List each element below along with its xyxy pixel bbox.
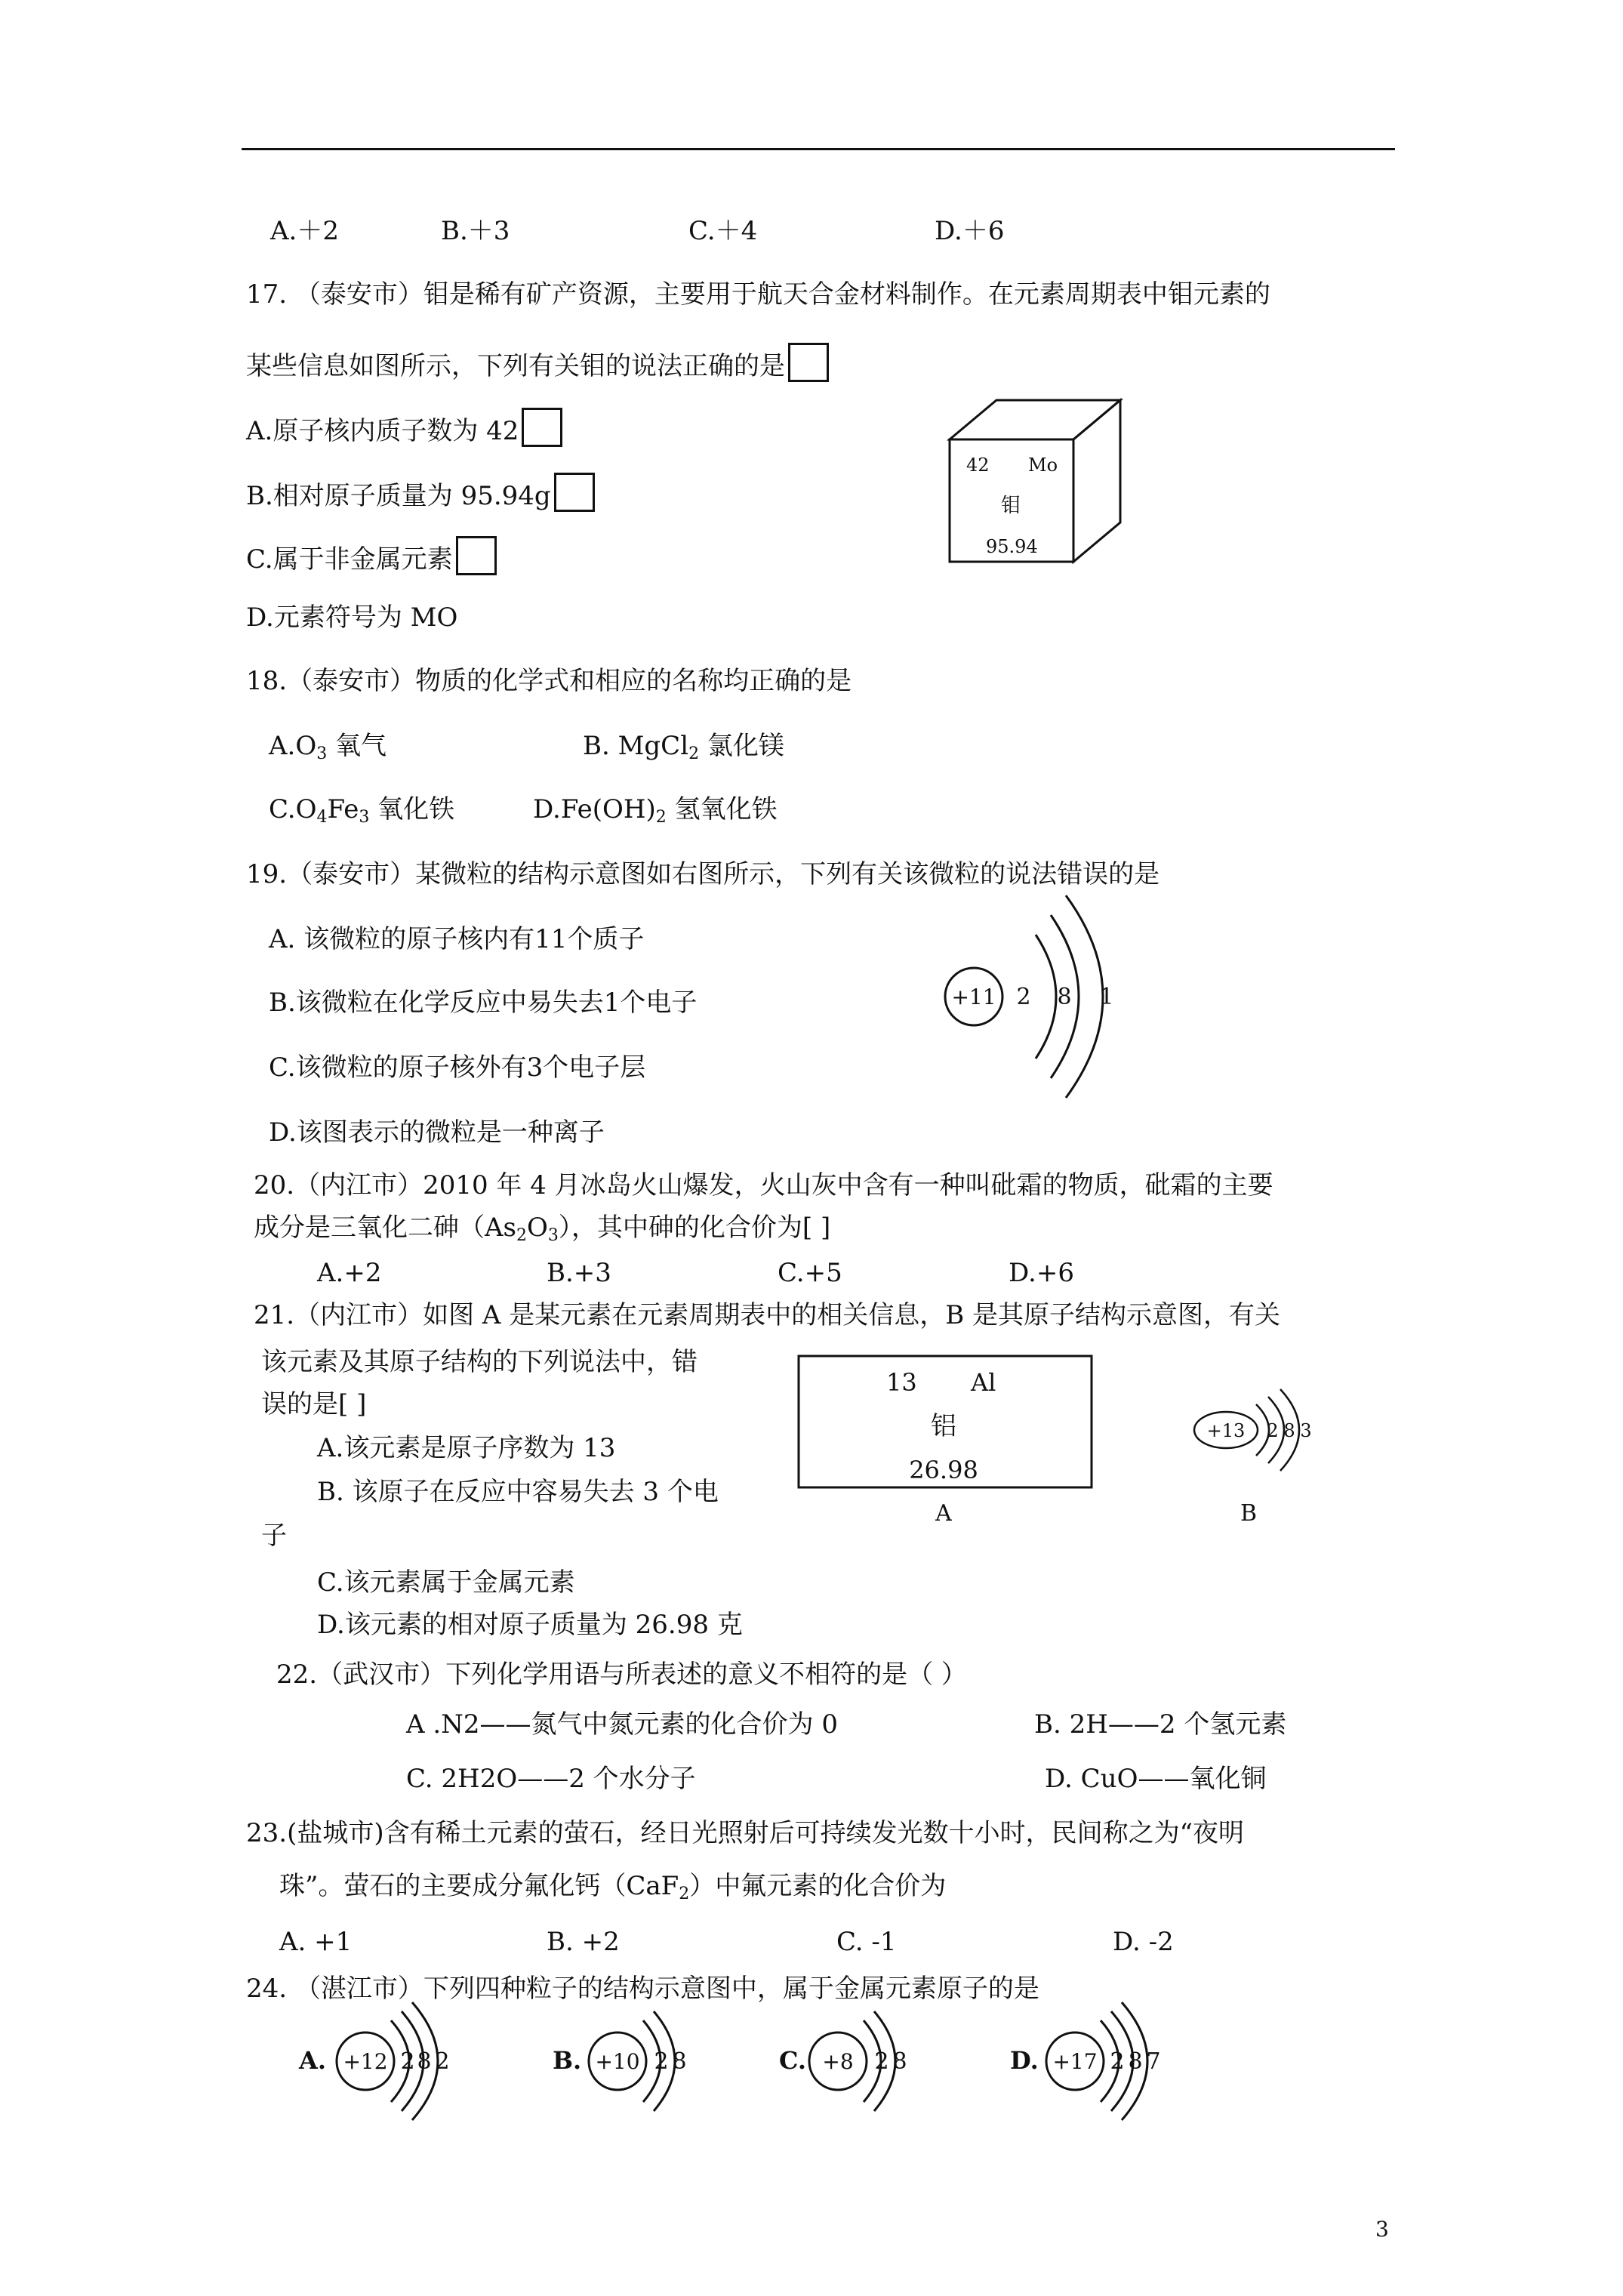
aluminum-tile-figure: [799, 1356, 1092, 1527]
q17-option-c: C.属于非金属元素: [246, 536, 497, 576]
tile-atomic-number: 13: [886, 1368, 917, 1397]
tile-element-symbol: Al: [971, 1368, 996, 1397]
q23-stem-line1: 23.(盐城市)含有稀土元素的萤石，经日光照射后可持续发光数十小时，民间称之为“夜明: [246, 1818, 1244, 1848]
option-label: C.: [779, 2046, 807, 2075]
q17-stem-line1: 17. （泰安市）钼是稀有矿产资源，主要用于航天合金材料制作。在元素周期表中钼元素的: [246, 279, 1270, 310]
shell-electron-count: 2: [435, 2048, 450, 2075]
option-label: D.: [1010, 2046, 1039, 2075]
q16-option-b: B.＋3: [441, 216, 510, 246]
electron-shell-arc: [1036, 935, 1056, 1059]
q24-stem: 24. （湛江市）下列四种粒子的结构示意图中，属于金属元素原子的是: [246, 1974, 1039, 2004]
q23-option-d: D. -2: [1113, 1927, 1174, 1957]
q21-stem-line2: 该元素及其原子结构的下列说法中，错: [261, 1347, 698, 1377]
q21-option-d: D.该元素的相对原子质量为 26.98 克: [317, 1610, 743, 1640]
q19-option-d: D.该图表示的微粒是一种离子: [269, 1117, 605, 1148]
q24-atom-c: [779, 2011, 907, 2111]
q19-option-b: B.该微粒在化学反应中易失去1个电子: [269, 988, 698, 1018]
q16-option-a: A.＋2: [270, 216, 339, 246]
nucleus-charge: +13: [1206, 1420, 1246, 1441]
shell-electron-count: 2: [1110, 2048, 1125, 2075]
q20-stem-line2: 成分是三氧化二砷$(As_2O_3)$，其中砷的化合价为[ ]: [254, 1213, 831, 1245]
q20-option-a: A.+2: [317, 1258, 382, 1288]
shell-electron-count: 8: [1128, 2048, 1143, 2075]
nucleus-charge: +8: [822, 2049, 854, 2074]
figure-label-a: A: [935, 1500, 952, 1527]
q18-option-d: $D.Fe(OH)_2$ 氢氧化铁: [533, 794, 778, 827]
q20-option-d: D.+6: [1009, 1258, 1074, 1288]
shell-electron-count: 2: [400, 2048, 415, 2075]
q22-option-c: C. 2H2O——2 个水分子: [406, 1764, 696, 1794]
q18-stem: 18.（泰安市）物质的化学式和相应的名称均正确的是: [246, 666, 852, 696]
q20-stem-line1: 20.（内江市）2010 年 4 月冰岛火山爆发，火山灰中含有一种叫砒霜的物质，砒霜的主要: [254, 1170, 1273, 1200]
tile-element-name: 铝: [931, 1411, 956, 1441]
cube-atomic-number: 42: [966, 455, 990, 476]
q21-stem-line1: 21.（内江市）如图 A 是某元素在元素周期表中的相关信息，B 是其原子结构示意图，有关: [254, 1300, 1281, 1330]
q24-atom-b: [553, 2011, 687, 2111]
shell-electron-count: 8: [417, 2048, 432, 2075]
q18-option-c: $C.O_4Fe_3$ 氧化铁: [269, 794, 455, 827]
q18-option-a: $A.O_3$ 氧气: [269, 731, 387, 763]
molybdenum-cube-figure: [950, 400, 1120, 562]
q18-option-b: B. MgCl$_2$ 氯化镁: [583, 731, 784, 763]
q21-option-c: C.该元素属于金属元素: [317, 1567, 575, 1598]
shell-electron-count: 8: [892, 2048, 907, 2075]
q19-option-c: C.该微粒的原子核外有3个电子层: [269, 1052, 646, 1083]
q22-option-a: A .N2——氮气中氮元素的化合价为 0: [406, 1709, 838, 1740]
shell-electron-count: 8: [1283, 1420, 1295, 1441]
option-label: A.: [299, 2046, 326, 2075]
shell-electron-count: 1: [1099, 984, 1114, 1010]
q24-atom-a: [298, 2002, 450, 2120]
q20-option-c: C.+5: [778, 1258, 842, 1288]
tile-atomic-mass: 26.98: [909, 1456, 978, 1484]
cube-element-symbol: Mo: [1028, 455, 1058, 476]
shell-electron-count: 3: [1300, 1420, 1312, 1441]
shell-electron-count: 8: [1057, 984, 1072, 1010]
option-label: B.: [553, 2046, 582, 2075]
q16-option-d: D.＋6: [935, 216, 1005, 246]
q24-atom-d: [1010, 2002, 1161, 2120]
q16-option-c: C.＋4: [688, 216, 758, 246]
q23-option-c: C. -1: [836, 1927, 897, 1957]
q22-option-b: B. 2H——2 个氢元素: [1034, 1709, 1287, 1740]
cube-atomic-mass: 95.94: [986, 536, 1038, 557]
page-number: 3: [1375, 2217, 1389, 2242]
q20-option-b: B.+3: [547, 1258, 611, 1288]
nucleus-charge: +11: [951, 985, 996, 1009]
shell-electron-count: 8: [672, 2048, 687, 2075]
q17-option-a: A.原子核内质子数为 42: [246, 408, 562, 448]
q21-option-a: A.该元素是原子序数为 13: [317, 1433, 616, 1463]
q21-option-b-continued: 子: [261, 1521, 287, 1551]
shell-electron-count: 2: [1267, 1420, 1279, 1441]
nucleus-charge: +10: [595, 2049, 640, 2074]
q19-stem: 19.（泰安市）某微粒的结构示意图如右图所示，下列有关该微粒的说法错误的是: [246, 859, 1160, 889]
shell-electron-count: 2: [874, 2048, 889, 2075]
shell-electron-count: 2: [654, 2048, 669, 2075]
q17-option-b: B.相对原子质量为 95.94g: [246, 473, 595, 513]
q21-stem-line3: 误的是[ ]: [261, 1389, 367, 1419]
nucleus-charge: +17: [1052, 2049, 1098, 2074]
q21-atom-diagram: [1194, 1389, 1312, 1527]
shell-electron-count: 7: [1146, 2048, 1161, 2075]
shell-electron-count: 2: [1016, 984, 1031, 1010]
q23-option-a: A. +1: [279, 1927, 353, 1957]
q19-atom-diagram: [945, 895, 1114, 1098]
q22-stem: 22.（武汉市）下列化学用语与所表述的意义不相符的是（ ）: [276, 1660, 967, 1690]
figure-label-b: B: [1240, 1500, 1258, 1527]
q22-option-d: D. CuO——氧化铜: [1045, 1764, 1267, 1794]
nucleus-charge: +12: [343, 2049, 388, 2074]
q17-option-d: D.元素符号为 MO: [246, 603, 458, 633]
q17-stem-line2: 某些信息如图所示，下列有关钼的说法正确的是: [246, 343, 829, 383]
q21-option-b: B. 该原子在反应中容易失去 3 个电: [317, 1477, 719, 1507]
q19-option-a: A. 该微粒的原子核内有11个质子: [269, 924, 645, 954]
cube-element-name: 钼: [1001, 495, 1021, 517]
q23-stem-line2: 珠”。萤石的主要成分氟化钙（CaF$_2$）中氟元素的化合价为: [279, 1871, 947, 1903]
q23-option-b: B. +2: [547, 1927, 620, 1957]
